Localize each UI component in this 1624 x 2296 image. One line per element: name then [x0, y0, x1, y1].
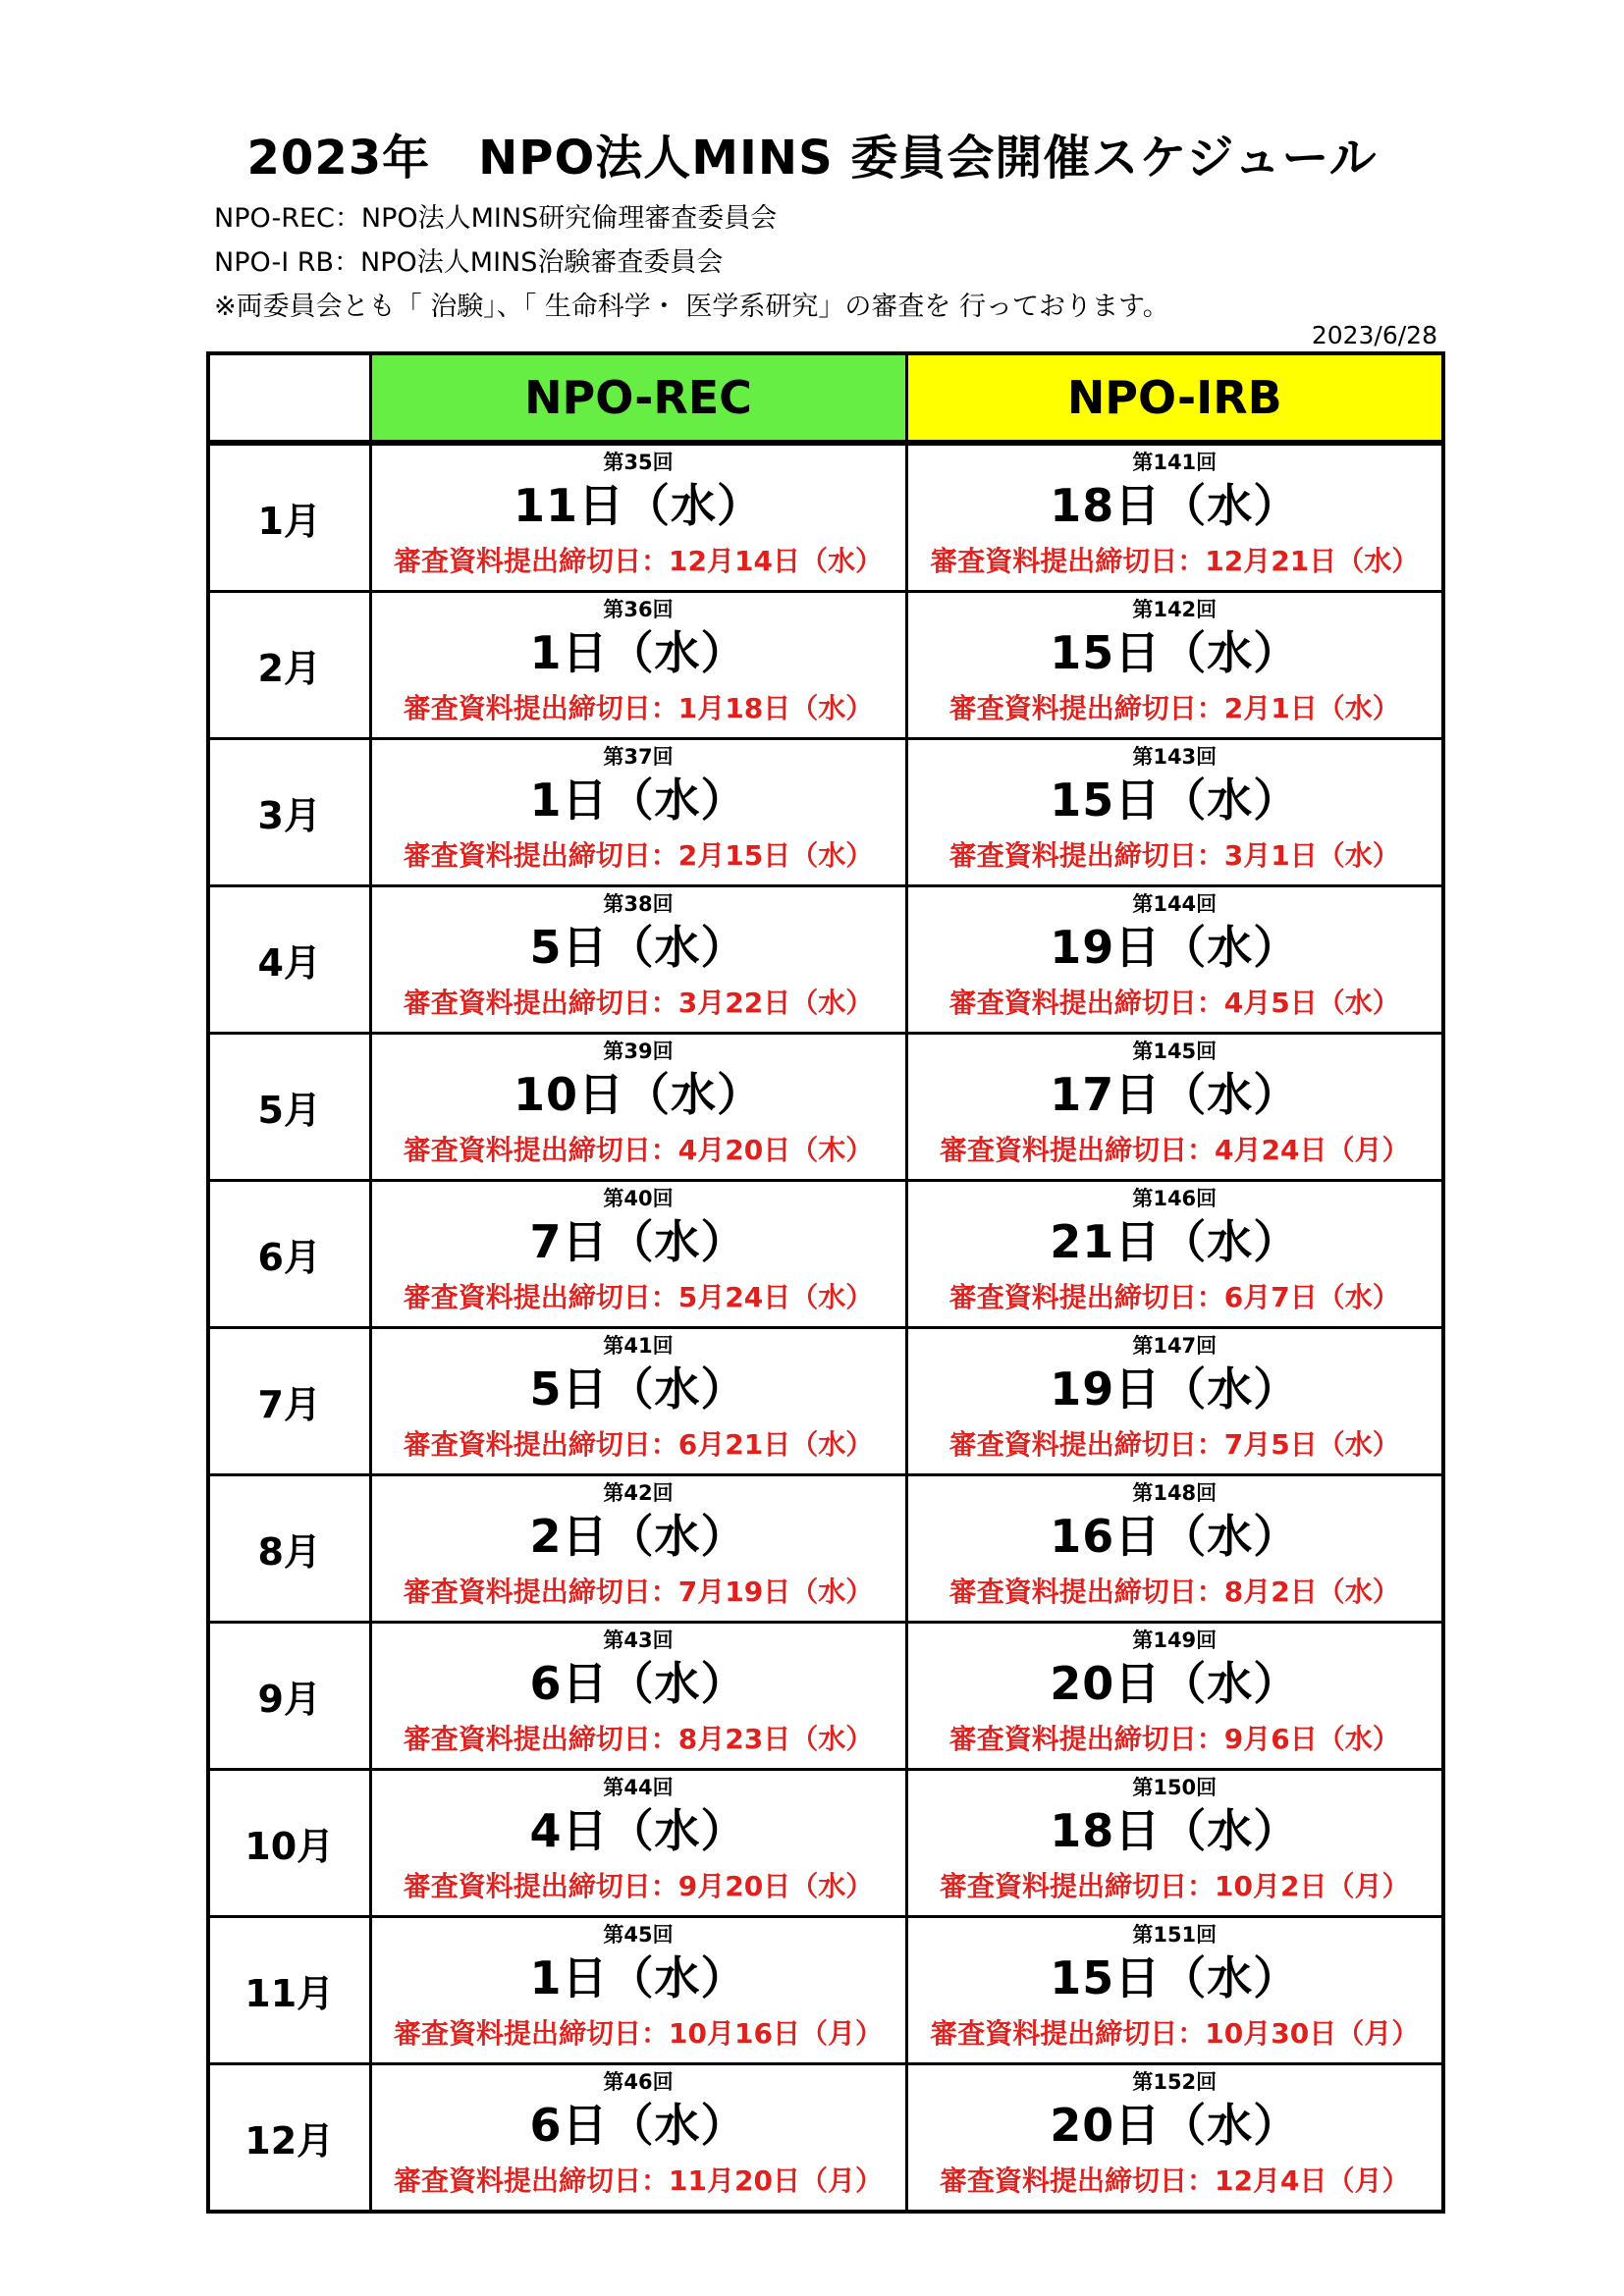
legend-rec: NPO-REC：NPO法人MINS研究倫理審査委員会	[214, 203, 778, 234]
rec-cell	[370, 592, 906, 739]
meeting-day: 10日（水）	[513, 1068, 763, 1121]
rec-cell	[370, 2064, 906, 2213]
schedule-table	[206, 351, 1445, 2214]
header-npo-rec: NPO-REC	[370, 353, 906, 443]
session-number: 第152回	[1132, 2070, 1218, 2094]
session-number: 第40回	[603, 1187, 674, 1210]
deadline: 審査資料提出締切日：6月7日（水）	[948, 1281, 1400, 1313]
table-header-row	[208, 353, 1443, 443]
deadline: 審査資料提出締切日：8月23日（水）	[403, 1723, 874, 1755]
session-number: 第36回	[603, 598, 674, 621]
session-number: 第147回	[1132, 1334, 1218, 1358]
session-number: 第43回	[603, 1629, 674, 1652]
rec-cell	[370, 886, 906, 1034]
deadline: 審査資料提出締切日：1月18日（水）	[403, 692, 874, 724]
deadline: 審査資料提出締切日：12月14日（水）	[394, 545, 883, 577]
irb-cell	[906, 2064, 1443, 2213]
month-cell: 4月	[208, 886, 370, 1034]
rec-cell	[370, 1917, 906, 2064]
meeting-day: 19日（水）	[1050, 1362, 1300, 1415]
month-cell: 9月	[208, 1623, 370, 1770]
session-number: 第144回	[1132, 892, 1218, 916]
header-npo-irb: NPO-IRB	[906, 353, 1443, 443]
month-cell: 8月	[208, 1475, 370, 1623]
page-title: 2023年 NPO法人MINS 委員会開催スケジュール	[246, 131, 1378, 186]
table-row	[208, 1181, 1443, 1328]
rec-cell	[370, 1328, 906, 1475]
meeting-day: 19日（水）	[1050, 921, 1300, 974]
irb-cell	[906, 1181, 1443, 1328]
meeting-day: 1日（水）	[529, 774, 747, 827]
table-row	[208, 592, 1443, 739]
deadline: 審査資料提出締切日：4月24日（月）	[940, 1134, 1410, 1166]
deadline: 審査資料提出締切日：7月19日（水）	[403, 1575, 874, 1608]
table-row	[208, 1034, 1443, 1181]
session-number: 第145回	[1132, 1040, 1218, 1063]
session-number: 第42回	[603, 1481, 674, 1505]
legend-note: ※両委員会とも「 治験」、「 生命科学・ 医学系研究」の審査を 行っております。	[214, 292, 1169, 322]
deadline: 審査資料提出締切日：6月21日（水）	[403, 1428, 874, 1461]
deadline: 審査資料提出締切日：4月5日（水）	[948, 987, 1400, 1019]
deadline: 審査資料提出締切日：8月2日（水）	[948, 1575, 1400, 1608]
month-cell: 12月	[208, 2064, 370, 2213]
deadline: 審査資料提出締切日：12月21日（水）	[930, 545, 1420, 577]
deadline: 審査資料提出締切日：12月4日（月）	[940, 2164, 1410, 2197]
rec-cell	[370, 1770, 906, 1917]
meeting-day: 15日（水）	[1050, 1951, 1300, 2004]
meeting-day: 2日（水）	[529, 1510, 747, 1563]
table-row	[208, 1917, 1443, 2064]
legend-irb: NPO-I RB：NPO法人MINS治験審査委員会	[214, 247, 724, 278]
meeting-day: 21日（水）	[1050, 1215, 1300, 1268]
month-cell: 1月	[208, 443, 370, 592]
month-cell: 2月	[208, 592, 370, 739]
month-cell: 5月	[208, 1034, 370, 1181]
deadline: 審査資料提出締切日：9月20日（水）	[403, 1870, 874, 1902]
session-number: 第44回	[603, 1776, 674, 1799]
table-row	[208, 739, 1443, 886]
meeting-day: 15日（水）	[1050, 626, 1300, 679]
month-cell: 3月	[208, 739, 370, 886]
session-number: 第146回	[1132, 1187, 1218, 1210]
meeting-day: 16日（水）	[1050, 1510, 1300, 1563]
session-number: 第149回	[1132, 1629, 1218, 1652]
session-number: 第148回	[1132, 1481, 1218, 1505]
meeting-day: 1日（水）	[529, 626, 747, 679]
irb-cell	[906, 739, 1443, 886]
deadline: 審査資料提出締切日：10月2日（月）	[940, 1870, 1410, 1902]
deadline: 審査資料提出締切日：10月30日（月）	[930, 2017, 1420, 2050]
rec-cell	[370, 443, 906, 592]
meeting-day: 7日（水）	[529, 1215, 747, 1268]
deadline: 審査資料提出締切日：7月5日（水）	[948, 1428, 1400, 1461]
meeting-day: 18日（水）	[1050, 479, 1300, 532]
header-blank-cell	[208, 353, 370, 443]
meeting-day: 11日（水）	[513, 479, 763, 532]
deadline: 審査資料提出締切日：2月1日（水）	[948, 692, 1400, 724]
session-number: 第151回	[1132, 1923, 1218, 1947]
rec-cell	[370, 1475, 906, 1623]
meeting-day: 6日（水）	[529, 1657, 747, 1710]
table-row	[208, 1623, 1443, 1770]
meeting-day: 18日（水）	[1050, 1804, 1300, 1857]
session-number: 第35回	[603, 451, 674, 474]
deadline: 審査資料提出締切日：10月16日（月）	[394, 2017, 883, 2050]
meeting-day: 6日（水）	[529, 2099, 747, 2152]
session-number: 第45回	[603, 1923, 674, 1947]
issue-date: 2023/6/28	[1311, 321, 1437, 349]
rec-cell	[370, 1623, 906, 1770]
irb-cell	[906, 592, 1443, 739]
irb-cell	[906, 1770, 1443, 1917]
deadline: 審査資料提出締切日：11月20日（月）	[394, 2164, 883, 2197]
session-number: 第38回	[603, 892, 674, 916]
irb-cell	[906, 1623, 1443, 1770]
session-number: 第37回	[603, 745, 674, 769]
table-row	[208, 2064, 1443, 2213]
irb-cell	[906, 1917, 1443, 2064]
deadline: 審査資料提出締切日：5月24日（水）	[403, 1281, 874, 1313]
meeting-day: 5日（水）	[529, 1362, 747, 1415]
session-number: 第41回	[603, 1334, 674, 1358]
deadline: 審査資料提出締切日：9月6日（水）	[948, 1723, 1400, 1755]
table-row	[208, 443, 1443, 592]
rec-cell	[370, 1034, 906, 1181]
session-number: 第141回	[1132, 451, 1218, 474]
meeting-day: 1日（水）	[529, 1951, 747, 2004]
deadline: 審査資料提出締切日：3月1日（水）	[948, 839, 1400, 872]
session-number: 第150回	[1132, 1776, 1218, 1799]
table-row	[208, 1475, 1443, 1623]
deadline: 審査資料提出締切日：2月15日（水）	[403, 839, 874, 872]
session-number: 第143回	[1132, 745, 1218, 769]
deadline: 審査資料提出締切日：3月22日（水）	[403, 987, 874, 1019]
table-row	[208, 1770, 1443, 1917]
table-row	[208, 1328, 1443, 1475]
meeting-day: 17日（水）	[1050, 1068, 1300, 1121]
month-cell: 11月	[208, 1917, 370, 2064]
meeting-day: 5日（水）	[529, 921, 747, 974]
irb-cell	[906, 1034, 1443, 1181]
irb-cell	[906, 1328, 1443, 1475]
meeting-day: 15日（水）	[1050, 774, 1300, 827]
month-cell: 7月	[208, 1328, 370, 1475]
rec-cell	[370, 739, 906, 886]
irb-cell	[906, 1475, 1443, 1623]
month-cell: 6月	[208, 1181, 370, 1328]
session-number: 第46回	[603, 2070, 674, 2094]
irb-cell	[906, 886, 1443, 1034]
month-cell: 10月	[208, 1770, 370, 1917]
table-row	[208, 886, 1443, 1034]
meeting-day: 4日（水）	[529, 1804, 747, 1857]
irb-cell	[906, 443, 1443, 592]
session-number: 第142回	[1132, 598, 1218, 621]
meeting-day: 20日（水）	[1050, 1657, 1300, 1710]
meeting-day: 20日（水）	[1050, 2099, 1300, 2152]
session-number: 第39回	[603, 1040, 674, 1063]
rec-cell	[370, 1181, 906, 1328]
deadline: 審査資料提出締切日：4月20日（木）	[403, 1134, 874, 1166]
